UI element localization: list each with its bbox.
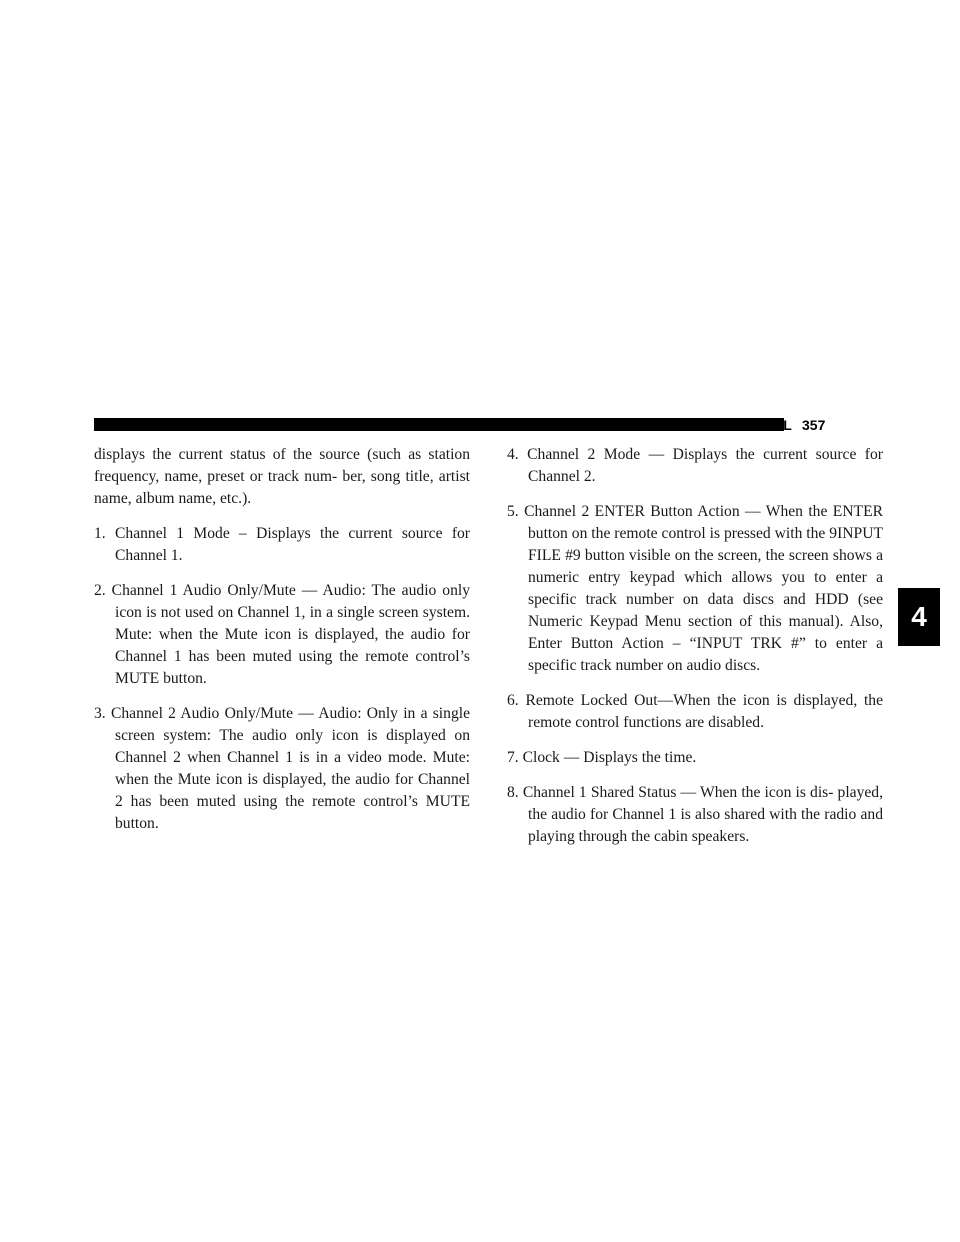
item-number: 8. [507, 784, 519, 801]
item-text: Remote Locked Out—When the icon is displayed, the remote control functions are disabled. [525, 692, 883, 731]
list-item [507, 782, 883, 848]
item-number: 2. [94, 582, 106, 599]
list-item [507, 444, 883, 488]
right-column [507, 444, 883, 861]
item-text: Channel 2 Mode — Displays the current source for Channel 2. [527, 446, 883, 485]
chapter-tab: 4 [898, 588, 940, 646]
list-item [94, 523, 470, 567]
item-text: Channel 1 Mode – Displays the current source for Channel 1. [115, 525, 471, 564]
list-item [507, 501, 883, 677]
item-text: Channel 2 ENTER Button Action — When the ENTER button on the remote control is pressed with the 9INPUT FILE #9 button visible on the screen, the screen shows a numeric entry keypad which allows you to enter a specific track number on data discs and HDD (see Numeric Keypad Menu section of this manual). Also, Enter Button Action – “INPUT TRK #” to enter a specific track number on audio discs. [524, 503, 884, 674]
item-number: 1. [94, 525, 106, 542]
item-number: 6. [507, 692, 519, 709]
intro-paragraph: displays the current status of the source (such as station frequency, name, preset or track num- ber, song title, artist name, album name, etc.). [94, 446, 470, 507]
item-text: Channel 1 Shared Status — When the icon is dis- played, the audio for Channel 1 is also shared with the radio and playing through the cabin speakers. [522, 784, 884, 845]
item-text: Channel 1 Audio Only/Mute — Audio: The audio only icon is not used on Channel 1, in a single screen system. Mute: when the Mute icon is displayed, the audio for Channel 1 has been muted using the remote control’s MUTE button. [111, 582, 471, 687]
item-number: 3. [94, 705, 106, 722]
list-item [94, 703, 470, 835]
item-text: Clock — Displays the time. [522, 749, 697, 766]
item-number: 7. [507, 749, 519, 766]
page-number: 357 [802, 417, 826, 433]
list-item [94, 580, 470, 690]
item-number: 4. [507, 446, 519, 463]
list-item [507, 690, 883, 734]
left-column [94, 444, 470, 848]
item-number: 5. [507, 503, 519, 520]
item-text: Channel 2 Audio Only/Mute — Audio: Only in a single screen system: The audio only icon is displayed on Channel 2 when Channel 1 is in a video mode. Mute: when the Mute icon is displayed, the audio for Channel 2 has been muted using the remote control’s MUTE button. [110, 705, 470, 832]
list-item [507, 747, 883, 769]
